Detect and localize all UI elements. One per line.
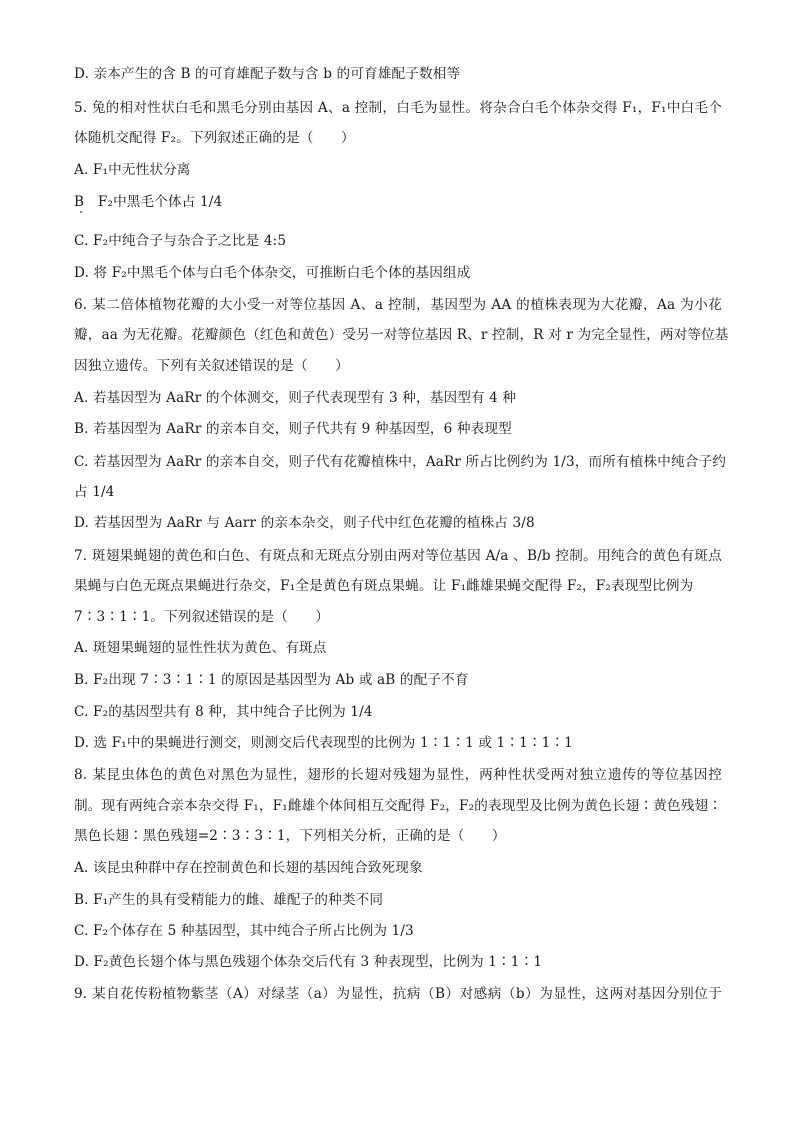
q8-option-d: D. F₂黄色长翅个体与黑色残翅个体杂交后代有 3 种表现型，比例为 1∶1∶1	[74, 954, 543, 970]
q5-stem-line-1: 5. 兔的相对性状白毛和黑毛分别由基因 A、a 控制，白毛为显性。将杂合白毛个体杂交得 F₁，F₁中白毛个	[74, 100, 722, 116]
q7-stem-line-3: 7∶3∶1∶1。下列叙述错误的是（ ）	[74, 609, 330, 625]
q5-option-c: C. F₂中纯合子与杂合子之比是 4:5	[74, 233, 287, 249]
q7-option-b: B. F₂出现 7∶3∶1∶1 的原因是基因型为 Ab 或 aB 的配子不育	[74, 672, 469, 688]
q6-option-c-line-2: 占 1/4	[74, 484, 115, 500]
q8-option-a: A. 该昆虫种群中存在控制黄色和长翅的基因纯合致死现象	[74, 860, 423, 876]
q6-stem-line-3: 因独立遗传。下列有关叙述错误的是（ ）	[74, 358, 349, 374]
q8-stem-line-2: 制。现有两纯合亲本杂交得 F₁，F₁雌雄个体间相互交配得 F₂，F₂的表现型及比例为黄色长翅∶黄色残翅∶	[74, 798, 722, 814]
q9-stem-line-1: 9. 某自花传粉植物紫茎（A）对绿茎（a）为显性，抗病（B）对感病（b）为显性，这两对基因分别位于	[74, 986, 722, 1002]
q6-stem-line-1: 6. 某二倍体植物花瓣的大小受一对等位基因 A、a 控制，基因型为 AA 的植株表现为大花瓣，Aa 为小花	[74, 297, 722, 313]
q6-option-d: D. 若基因型为 AaRr 与 Aarr 的亲本杂交，则子代中红色花瓣的植株占 3/8	[74, 515, 535, 531]
q7-option-a: A. 斑翅果蝇翅的显性性状为黄色、有斑点	[74, 640, 327, 656]
stray-dot	[80, 211, 82, 213]
q7-stem-line-2: 果蝇与白色无斑点果蝇进行杂交，F₁全是黄色有斑点果蝇。让 F₁雌雄果蝇交配得 F₂，F₂表现型比例为	[74, 578, 694, 594]
q8-stem-line-1: 8. 某昆虫体色的黄色对黑色为显性，翅形的长翅对残翅为显性，两种性状受两对独立遗传的等位基因控	[74, 767, 722, 783]
q5-option-a: A. F₁中无性状分离	[74, 162, 191, 178]
q8-option-b: B. F₁产生的具有受精能力的雌、雄配子的种类不同	[74, 892, 384, 908]
q4-option-d: D. 亲本产生的含 B 的可育雄配子数与含 b 的可育雄配子数相等	[74, 66, 461, 82]
q6-option-b: B. 若基因型为 AaRr 的亲本自交，则子代共有 9 种基因型，6 种表现型	[74, 421, 512, 437]
q6-option-c-line-1: C. 若基因型为 AaRr 的亲本自交，则子代有花瓣植株中，AaRr 所占比例约为 1/3，而所有植株中纯合子约	[74, 454, 726, 470]
q6-option-a: A. 若基因型为 AaRr 的个体测交，则子代表现型有 3 种，基因型有 4 种	[74, 390, 517, 406]
q8-stem-line-3: 黑色长翅∶黑色残翅=2∶3∶3∶1，下列相关分析，正确的是（ ）	[74, 828, 506, 844]
q5-option-b: B F₂中黑毛个体占 1/4	[74, 194, 223, 210]
q7-stem-line-1: 7. 斑翅果蝇翅的黄色和白色、有斑点和无斑点分别由两对等位基因 A/a 、B/b 控制。用纯合的黄色有斑点	[74, 548, 722, 564]
q5-option-d: D. 将 F₂中黑毛个体与白毛个体杂交，可推断白毛个体的基因组成	[74, 265, 471, 281]
q7-option-c: C. F₂的基因型共有 8 种，其中纯合子比例为 1/4	[74, 704, 373, 720]
q5-stem-line-2: 体随机交配得 F₂。下列叙述正确的是（ ）	[74, 130, 355, 146]
q6-stem-line-2: 瓣，aa 为无花瓣。花瓣颜色（红色和黄色）受另一对等位基因 R、r 控制，R 对 r 为完全显性，两对等位基	[74, 327, 729, 343]
q8-option-c: C. F₂个体存在 5 种基因型，其中纯合子所占比例为 1/3	[74, 923, 414, 939]
q7-option-d: D. 选 F₁中的果蝇进行测交，则测交后代表现型的比例为 1∶1∶1 或 1∶1∶1∶1	[74, 735, 573, 751]
